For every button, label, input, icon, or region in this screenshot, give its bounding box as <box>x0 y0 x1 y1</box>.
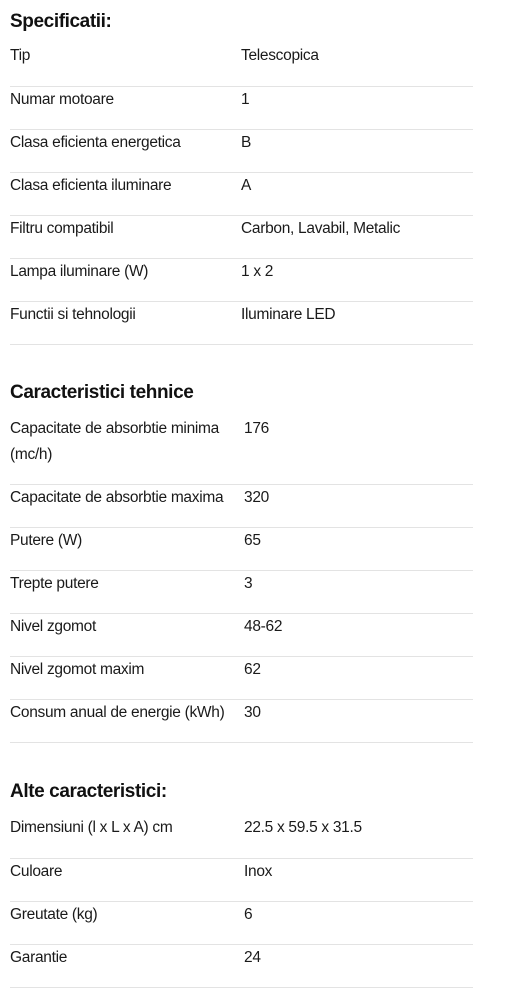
alte-caracteristici-table <box>10 815 473 988</box>
spec-label: Trepte putere <box>10 574 99 592</box>
spec-label: Lampa iluminare (W) <box>10 262 149 280</box>
table-row <box>10 86 473 129</box>
caracteristici-tehnice-table <box>10 416 473 743</box>
table-row <box>10 129 473 172</box>
table-row <box>10 858 473 901</box>
table-row <box>10 944 473 987</box>
spec-label: Capacitate de absorbtie minima (mc/h) <box>10 420 219 463</box>
table-row <box>10 43 473 86</box>
table-row <box>10 570 473 613</box>
spec-label: Garantie <box>10 948 68 966</box>
spec-value: 320 <box>244 488 269 506</box>
spec-value: 65 <box>244 531 261 549</box>
caracteristici-tehnice-title: Caracteristici tehnice <box>10 382 194 403</box>
specificatii-title: Specificatii: <box>10 11 112 32</box>
spec-value: 48-62 <box>244 617 283 635</box>
table-row <box>10 416 473 484</box>
spec-value: Telescopica <box>241 47 319 64</box>
spec-label: Nivel zgomot maxim <box>10 660 145 678</box>
spec-label: Putere (W) <box>10 531 82 549</box>
spec-label: Consum anual de energie (kWh) <box>10 703 225 721</box>
spec-value: 6 <box>244 905 253 923</box>
spec-value: 62 <box>244 660 261 678</box>
table-row <box>10 215 473 258</box>
specificatii-table <box>10 43 473 345</box>
spec-label: Nivel zgomot <box>10 617 96 635</box>
spec-label: Clasa eficienta iluminare <box>10 176 172 194</box>
spec-value: Carbon, Lavabil, Metalic <box>241 219 401 237</box>
spec-label: Functii si tehnologii <box>10 305 136 323</box>
spec-label: Greutate (kg) <box>10 905 98 923</box>
table-row <box>10 172 473 215</box>
spec-label: Numar motoare <box>10 90 114 108</box>
spec-value: 24 <box>244 948 261 966</box>
spec-value: 30 <box>244 703 261 721</box>
spec-value: B <box>241 133 252 151</box>
spec-value: 1 <box>241 90 250 108</box>
table-row <box>10 815 473 858</box>
table-row <box>10 527 473 570</box>
spec-value: Iluminare LED <box>241 305 336 323</box>
table-row <box>10 258 473 301</box>
table-row <box>10 301 473 344</box>
spec-value: 3 <box>244 574 253 592</box>
table-row <box>10 699 473 742</box>
spec-label: Clasa eficienta energetica <box>10 133 181 151</box>
table-row <box>10 484 473 527</box>
table-row <box>10 613 473 656</box>
spec-label: Capacitate de absorbtie maxima <box>10 488 224 506</box>
spec-label: Dimensiuni (l x L x A) cm <box>10 819 173 836</box>
spec-value: Inox <box>244 862 273 880</box>
table-row <box>10 656 473 699</box>
alte-caracteristici-title: Alte caracteristici: <box>10 781 167 802</box>
spec-value: 1 x 2 <box>241 262 274 280</box>
spec-label: Tip <box>10 47 31 64</box>
spec-value: 176 <box>244 420 269 437</box>
spec-value: 22.5 x 59.5 x 31.5 <box>244 819 362 836</box>
spec-label: Culoare <box>10 862 63 880</box>
spec-label: Filtru compatibil <box>10 219 114 237</box>
table-row <box>10 901 473 944</box>
spec-value: A <box>241 176 252 194</box>
